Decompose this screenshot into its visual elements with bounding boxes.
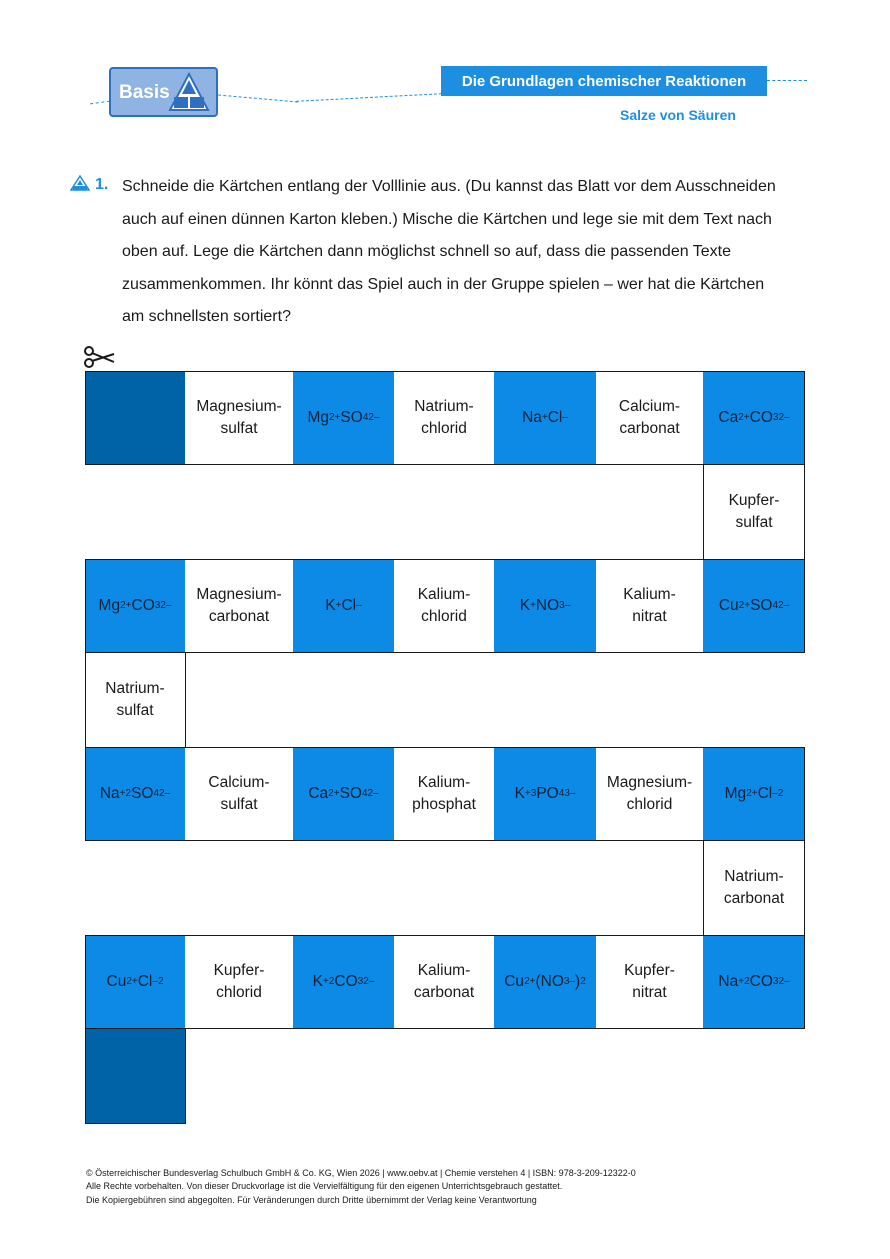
task-instructions bbox=[122, 171, 812, 334]
footer-fees: Die Kopiergebühren sind abgegolten. Für Veränderungen durch Dritte übernimmt der Verlag keine Verantwortung bbox=[86, 1194, 537, 1205]
card-row2-2[interactable]: K + Cl – bbox=[293, 559, 394, 653]
card-row2-4[interactable]: K + NO 3 – bbox=[494, 559, 596, 653]
page-subtitle: Salze von Säuren bbox=[620, 107, 736, 123]
logo-text: Basis bbox=[119, 82, 170, 103]
card-row3-2[interactable]: Ca 2+ SO 4 2– bbox=[293, 747, 394, 841]
card-row2-3[interactable]: Kalium- chlorid bbox=[394, 559, 494, 653]
card-row4-0[interactable]: Cu 2+ Cl – 2 bbox=[85, 935, 185, 1029]
footer-copyright: © Österreichischer Bundesverlag Schulbuch GmbH & Co. KG, Wien 2026 | www.oebv.at | Chemie verstehen 4 | ISBN: 978-3-209-12322-0 bbox=[86, 1168, 636, 1178]
card-connector2[interactable]: Natrium- sulfat bbox=[85, 653, 185, 747]
card-row1-1[interactable]: Magnesium- sulfat bbox=[185, 371, 293, 465]
card-row4-2[interactable]: K + 2 CO 3 2– bbox=[293, 935, 394, 1029]
task-line: zusammenkommen. Ihr könnt das Spiel auch in der Gruppe spielen – wer hat die Kärtchen bbox=[122, 275, 765, 293]
card-row3-5[interactable]: Magnesium- chlorid bbox=[596, 747, 703, 841]
card-end[interactable] bbox=[85, 1029, 185, 1123]
basis-logo bbox=[109, 67, 218, 117]
card-row4-5[interactable]: Kupfer- nitrat bbox=[596, 935, 703, 1029]
pyramid-icon bbox=[168, 72, 210, 112]
card-row4-1[interactable]: Kupfer- chlorid bbox=[185, 935, 293, 1029]
card-row1-5[interactable]: Calcium- carbonat bbox=[596, 371, 703, 465]
card-row3-3[interactable]: Kalium- phosphat bbox=[394, 747, 494, 841]
header-dash-right bbox=[767, 80, 807, 81]
card-row1-4[interactable]: Na + Cl – bbox=[494, 371, 596, 465]
card-row1-0[interactable] bbox=[85, 371, 185, 465]
card-row2-5[interactable]: Kalium- nitrat bbox=[596, 559, 703, 653]
card-row4-3[interactable]: Kalium- carbonat bbox=[394, 935, 494, 1029]
card-row1-2[interactable]: Mg 2+ SO 4 2– bbox=[293, 371, 394, 465]
header-dash-mid2 bbox=[296, 93, 442, 102]
footer-rights: Alle Rechte vorbehalten. Von dieser Druckvorlage ist die Vervielfältigung für den eigenen Unterrichtsgebrauch gestattet. bbox=[86, 1181, 563, 1192]
card-row3-1[interactable]: Calcium- sulfat bbox=[185, 747, 293, 841]
task-line: oben auf. Lege die Kärtchen dann möglichst schnell so auf, dass die passenden Texte bbox=[122, 243, 732, 261]
card-row4-4[interactable]: Cu 2+ (NO 3 – ) 2 bbox=[494, 935, 596, 1029]
header-dash-mid bbox=[218, 95, 298, 103]
card-row3-4[interactable]: K + 3 PO 4 3– bbox=[494, 747, 596, 841]
page-title: Die Grundlagen chemischer Reaktionen bbox=[441, 66, 767, 96]
header-dash-left bbox=[90, 101, 110, 105]
card-row2-0[interactable]: Mg 2+ CO 3 2– bbox=[85, 559, 185, 653]
level-icon bbox=[70, 175, 90, 191]
card-row3-6[interactable]: Mg 2+ Cl – 2 bbox=[703, 747, 805, 841]
card-row2-6[interactable]: Cu 2+ SO 4 2– bbox=[703, 559, 805, 653]
card-row1-6[interactable]: Ca 2+ CO 3 2– bbox=[703, 371, 805, 465]
task-line: auch auf einen dünnen Karton kleben.) Mische die Kärtchen und lege sie mit dem Text nach bbox=[122, 210, 772, 228]
task-line: Schneide die Kärtchen entlang der Volllinie aus. (Du kannst das Blatt vor dem Ausschneiden bbox=[122, 178, 776, 195]
task-line: am schnellsten sortiert? bbox=[122, 308, 291, 326]
card-row3-0[interactable]: Na + 2 SO 4 2– bbox=[85, 747, 185, 841]
card-connector1[interactable]: Kupfer- sulfat bbox=[703, 465, 805, 559]
card-connector3[interactable]: Natrium- carbonat bbox=[703, 841, 805, 935]
footer bbox=[86, 1167, 636, 1207]
scissors-icon bbox=[80, 344, 118, 370]
card-row1-3[interactable]: Natrium- chlorid bbox=[394, 371, 494, 465]
card-row2-1[interactable]: Magnesium- carbonat bbox=[185, 559, 293, 653]
task-number: 1. bbox=[95, 176, 109, 193]
card-row4-6[interactable]: Na + 2 CO 3 2– bbox=[703, 935, 805, 1029]
